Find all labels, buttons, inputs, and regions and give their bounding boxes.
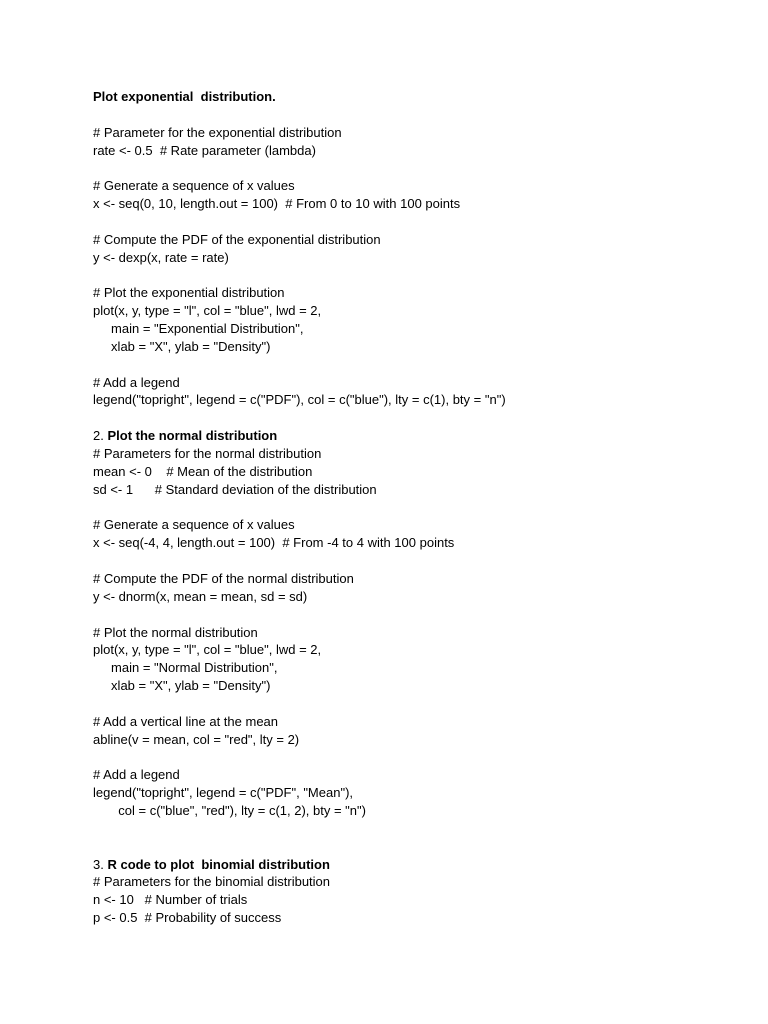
code-line: [93, 481, 377, 499]
section-heading: R code to plot binomial distribution: [107, 856, 330, 872]
code-text: # Plot the exponential distribution: [93, 285, 285, 301]
code-line: [93, 713, 278, 731]
code-line: [93, 302, 321, 320]
code-text: # Parameters for the binomial distribution: [93, 874, 331, 890]
code-line: [93, 873, 330, 891]
code-text: x <- seq(0, 10, length.out = 100) # From 0 to 10 with 100 points: [93, 196, 461, 212]
code-text: main = "Normal Distribution",: [93, 660, 278, 676]
code-line: [93, 142, 316, 160]
code-line: [93, 677, 270, 695]
section-heading: Plot the normal distribution: [107, 428, 278, 444]
code-line: [93, 338, 270, 356]
code-line: [93, 534, 454, 552]
code-line: [93, 231, 381, 249]
code-text: # Compute the PDF of the normal distribution: [93, 570, 354, 586]
code-line: [93, 909, 281, 927]
code-text: legend("topright", legend = c("PDF"), col = c("blue"), lty = c(1), bty = "n"): [93, 392, 506, 408]
code-text: # Add a legend: [93, 767, 180, 783]
code-text: # Parameters for the normal distribution: [93, 446, 322, 461]
code-text: col = c("blue", "red"), lty = c(1, 2), bty = "n"): [93, 803, 366, 818]
section-heading: Plot exponential distribution.: [93, 89, 276, 104]
code-line: [93, 284, 285, 302]
code-text: # Parameter for the exponential distribution: [93, 124, 342, 140]
section-number: 2.: [93, 428, 108, 444]
code-text: abline(v = mean, col = "red", lty = 2): [93, 731, 300, 747]
code-line: [93, 124, 342, 142]
code-line: [93, 570, 354, 588]
code-line: [93, 891, 247, 909]
code-text: # Add a legend: [93, 374, 180, 390]
code-text: x <- seq(-4, 4, length.out = 100) # From -4 to 4 with 100 points: [93, 535, 455, 551]
code-line: [93, 249, 229, 267]
code-text: plot(x, y, type = "l", col = "blue", lwd = 2,: [93, 642, 322, 658]
code-text: p <- 0.5 # Probability of success: [93, 910, 282, 926]
code-text: main = "Exponential Distribution",: [93, 321, 304, 337]
code-text: sd <- 1 # Standard deviation of the distribution: [93, 481, 377, 497]
code-text: # Generate a sequence of x values: [93, 178, 295, 194]
code-line: [93, 374, 180, 392]
code-text: # Generate a sequence of x values: [93, 517, 295, 533]
code-text: y <- dexp(x, rate = rate): [93, 249, 229, 265]
code-line: [93, 463, 312, 481]
code-line: [93, 195, 460, 213]
code-text: xlab = "X", ylab = "Density"): [93, 678, 271, 694]
code-text: # Plot the normal distribution: [93, 624, 258, 640]
code-line: [93, 445, 321, 463]
section-heading-line: [93, 88, 276, 106]
code-line: [93, 391, 506, 409]
code-line: [93, 802, 366, 820]
section-heading-line: [93, 856, 330, 874]
code-line: [93, 766, 180, 784]
code-text: # Compute the PDF of the exponential distribution: [93, 231, 381, 247]
section-heading-line: [93, 427, 277, 445]
code-text: # Add a vertical line at the mean: [93, 713, 279, 729]
code-line: [93, 320, 303, 338]
code-line: [93, 177, 295, 195]
code-line: [93, 731, 299, 749]
code-text: plot(x, y, type = "l", col = "blue", lwd = 2,: [93, 303, 322, 319]
code-text: y <- dnorm(x, mean = mean, sd = sd): [93, 588, 308, 604]
code-line: [93, 624, 258, 642]
code-text: rate <- 0.5 # Rate parameter (lambda): [93, 142, 316, 158]
code-line: [93, 784, 353, 802]
code-text: n <- 10 # Number of trials: [93, 892, 248, 908]
code-line: [93, 641, 321, 659]
code-text: legend("topright", legend = c("PDF", "Mean"),: [93, 785, 354, 801]
code-text: mean <- 0 # Mean of the distribution: [93, 463, 313, 479]
code-line: [93, 588, 307, 606]
code-text: xlab = "X", ylab = "Density"): [93, 338, 271, 354]
code-line: [93, 516, 295, 534]
section-number: 3.: [93, 856, 108, 872]
code-line: [93, 659, 277, 677]
